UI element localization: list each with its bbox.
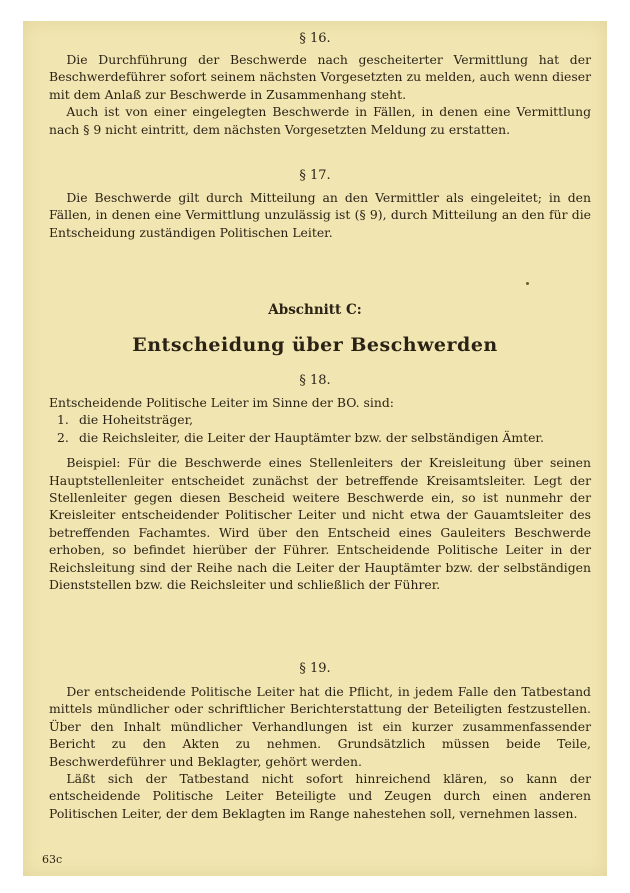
list-item-number: 2. <box>57 429 69 445</box>
section-16-heading: § 16. <box>299 31 331 46</box>
section-16-body <box>49 51 591 138</box>
section-18-example: Beispiel: Für die Beschwerde eines Stellenleiters der Kreisleitung über seinen Hauptstellenleiter entscheidet zunächst der betreffende Kreisamtsleiter. Legt der Stellenleiter gegen diesen Bescheid weitere Beschwerde ein, so ist nunmehr der Kreisleiter entscheidender Politischer Leiter und nicht etwa der Gauamtsleiter des betreffenden Fachamtes. Wird über den Entscheid eines Gauleiters Beschwerde erhoben, so befindet hierüber der Führer. Entscheidende Politische Leiter in der Reichsleitung sind der Reihe nach die Leiter der Hauptämter bzw. der selbständigen Dienststellen bzw. die Reichsleiter und schließlich der Führer. <box>49 455 591 593</box>
section-16-paragraph-1: Die Durchführung der Beschwerde nach gescheiterter Vermittlung hat der Beschwerdeführer sofort seinem nächsten Vorgesetzten zu melden, auch wenn dieser mit dem Anlaß zur Beschwerde in Zusammenhang steht. <box>49 52 591 102</box>
section-19-body <box>49 683 591 822</box>
section-17-heading: § 17. <box>299 168 331 183</box>
section-16-paragraph-2: Auch ist von einer eingelegten Beschwerde in Fällen, in denen eine Vermittlung nach § 9 nicht eintritt, dem nächsten Vorgesetzten Meldung zu erstatten. <box>49 104 591 137</box>
section-17-body <box>49 189 591 241</box>
section-18-intro: Entscheidende Politische Leiter im Sinne der BO. sind: <box>49 395 394 410</box>
document-page <box>23 21 607 876</box>
list-item <box>57 429 591 446</box>
section-19-paragraph-2: Läßt sich der Tatbestand nicht sofort hinreichend klären, so kann der entscheidende Politische Leiter Beteiligte und Zeugen durch einen anderen Politischen Leiter, der dem Beklagten im Range nahestehen soll, vernehmen lassen. <box>49 771 591 821</box>
list-item-text: die Reichsleiter, die Leiter der Hauptämter bzw. der selbständigen Ämter. <box>79 429 544 445</box>
abschnitt-label: Abschnitt C: <box>268 302 362 318</box>
section-18-body <box>49 394 591 593</box>
section-19-heading: § 19. <box>299 661 331 676</box>
section-17-paragraph-1: Die Beschwerde gilt durch Mitteilung an den Vermittler als eingeleitet; in den Fällen, in denen eine Vermittlung unzulässig ist (§ 9), durch Mitteilung an den für die Entscheidung zuständigen Politischen Leiter. <box>49 190 591 240</box>
ink-speck <box>526 282 529 285</box>
section-18-heading: § 18. <box>299 373 331 388</box>
section-19-paragraph-1: Der entscheidende Politische Leiter hat die Pflicht, in jedem Falle den Tatbestand mittels mündlicher oder schriftlicher Berichterstattung der Beteiligten festzustellen. Über den Inhalt mündlicher Verhandlungen ist ein kurzer zusammenfassender Bericht zu den Akten zu nehmen. Grundsätzlich müssen beide Teile, Beschwerdeführer und Beklagter, gehört werden. <box>49 684 591 769</box>
list-item <box>57 411 591 428</box>
list-item-text: die Hoheitsträger, <box>79 412 194 428</box>
page-number: 63c <box>42 853 63 866</box>
list-item-number: 1. <box>57 412 69 428</box>
abschnitt-title: Entscheidung über Beschwerden <box>132 334 498 356</box>
